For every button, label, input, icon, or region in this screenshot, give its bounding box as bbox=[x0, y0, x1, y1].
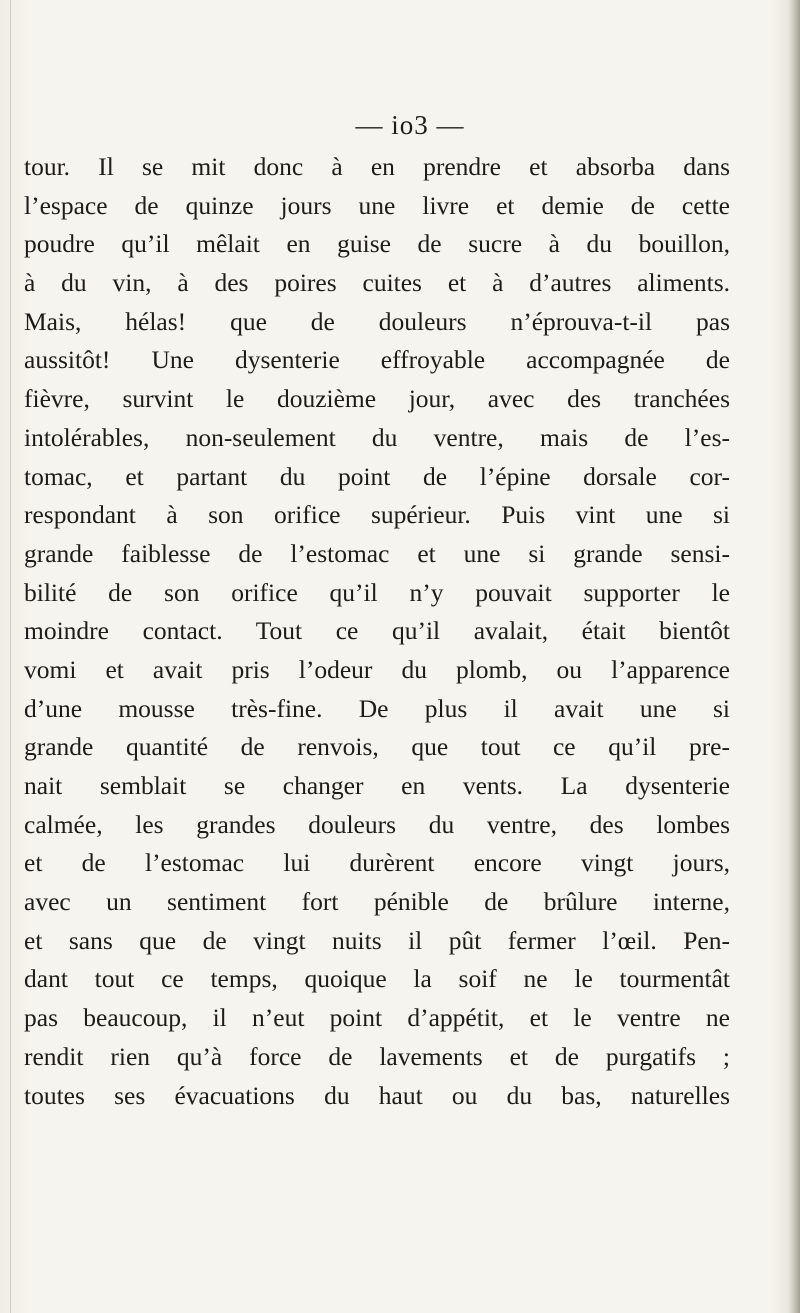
text-line: nait semblait se changer en vents. La dysenterie bbox=[24, 771, 730, 800]
text-line: intolérables, non-seulement du ventre, mais de l’es- bbox=[24, 422, 730, 452]
page-edge-shadow bbox=[788, 0, 800, 1313]
text-line: aussitôt! Une dysenterie effroyable accompagnée de bbox=[24, 345, 730, 375]
text-line: grande quantité de renvois, que tout ce qu’il pre- bbox=[24, 732, 730, 762]
text-line: et de l’estomac lui durèrent encore vingt jours, bbox=[24, 848, 730, 878]
text-line: poudre qu’il mêlait en guise de sucre à du bouillon, bbox=[24, 229, 730, 259]
text-line: grande faiblesse de l’estomac et une si grande sensi- bbox=[24, 538, 730, 568]
text-line: Mais, hélas! que de douleurs n’éprouva-t-il pas bbox=[24, 306, 730, 336]
text-line: toutes ses évacuations du haut ou du bas, naturelles bbox=[24, 1080, 730, 1110]
running-head-page-number: — io3 — bbox=[355, 110, 465, 140]
text-line: rendit rien qu’à force de lavements et de purgatifs ; bbox=[24, 1041, 730, 1071]
gutter-line bbox=[10, 0, 11, 1313]
text-line: tour. Il se mit donc à en prendre et absorba dans bbox=[24, 152, 730, 181]
text-line: calmée, les grandes douleurs du ventre, des lombes bbox=[24, 809, 730, 839]
text-line: l’espace de quinze jours une livre et demie de cette bbox=[24, 190, 730, 220]
text-line: à du vin, à des poires cuites et à d’autres aliments. bbox=[24, 268, 730, 298]
text-line: tomac, et partant du point de l’épine dorsale cor- bbox=[24, 461, 730, 491]
text-line: avec un sentiment fort pénible de brûlure interne, bbox=[24, 887, 730, 917]
body-text bbox=[24, 148, 730, 1115]
text-line: respondant à son orifice supérieur. Puis vint une si bbox=[24, 500, 730, 530]
text-line: fièvre, survint le douzième jour, avec des tranchées bbox=[24, 384, 730, 414]
text-line: vomi et avait pris l’odeur du plomb, ou l’apparence bbox=[24, 654, 730, 684]
text-line: d’une mousse très-fine. De plus il avait une si bbox=[24, 693, 730, 723]
text-line: dant tout ce temps, quoique la soif ne le tourmentât bbox=[24, 964, 730, 994]
text-line: moindre contact. Tout ce qu’il avalait, était bientôt bbox=[24, 616, 730, 646]
text-line: et sans que de vingt nuits il pût fermer l’œil. Pen- bbox=[24, 925, 730, 955]
text-line: pas beaucoup, il n’eut point d’appétit, et le ventre ne bbox=[24, 1003, 730, 1033]
text-line: bilité de son orifice qu’il n’y pouvait supporter le bbox=[24, 577, 730, 607]
